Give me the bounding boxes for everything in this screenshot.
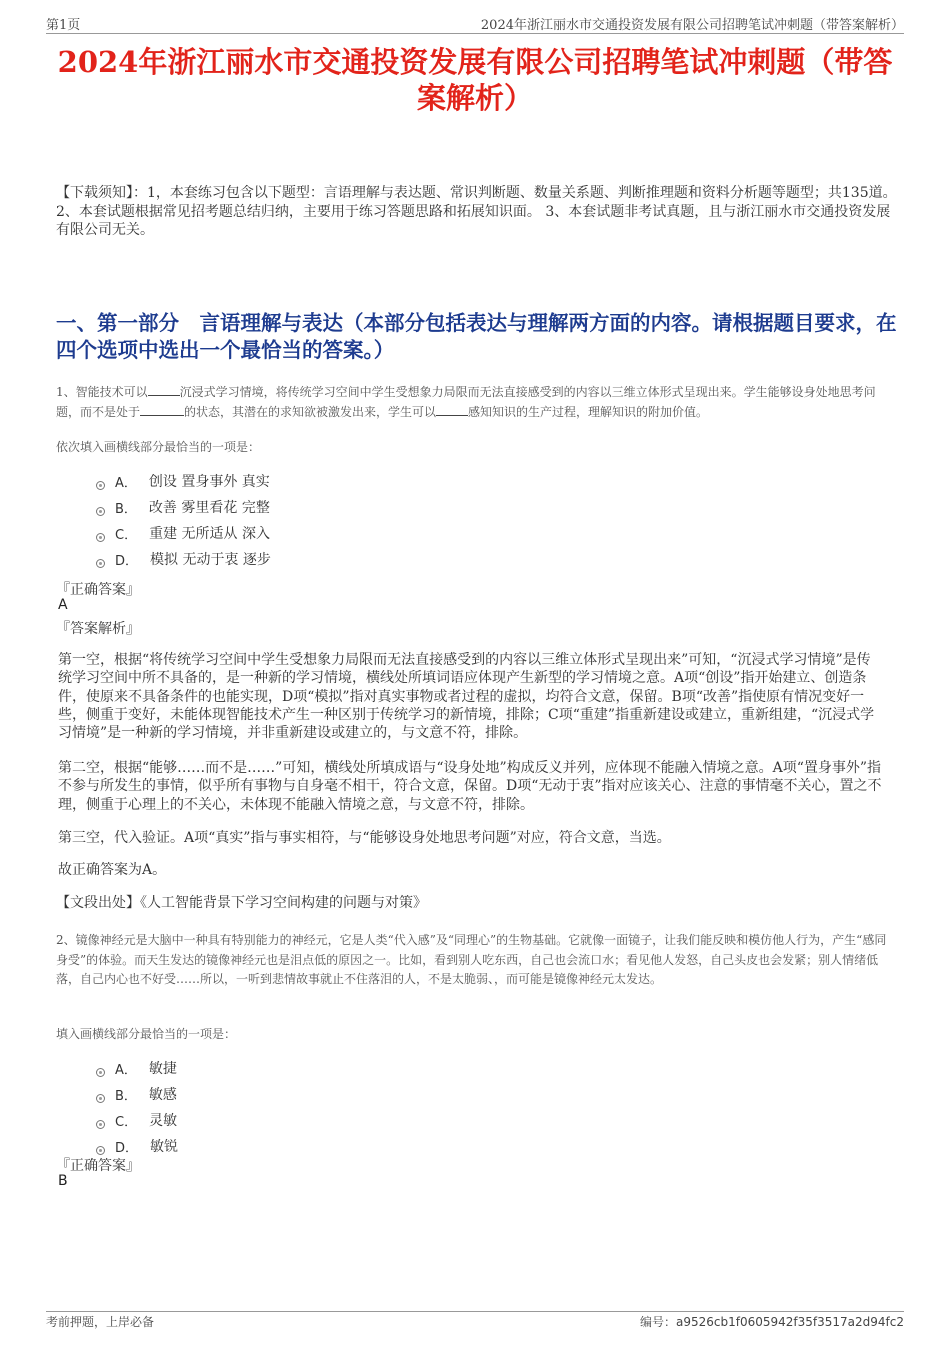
option-d[interactable]: D． 敏锐: [96, 1133, 178, 1159]
radio-icon[interactable]: [96, 507, 105, 516]
radio-icon[interactable]: [96, 1146, 105, 1155]
header-title: 2024年浙江丽水市交通投资发展有限公司招聘笔试冲刺题（带答案解析）: [480, 18, 904, 33]
analysis-paragraph: 第三空，代入验证。A项“真实”指与事实相符，与“能够设身处地思考问题”对应，符合文意，当选。: [58, 830, 671, 846]
question-2-text: 2、镜像神经元是大脑中一种具有特别能力的神经元，它是人类“代入感”及“同理心”的生物基础。它就像一面镜子，让我们能反映和模仿他人行为，产生“感同身受”的体验。而天生发达的镜像神经元也是泪点低的原因之一。比如，看到别人吃东西，自己也会流口水；看见他人发怒，自己头皮也会发紧；别人情绪低落，自己内心也不好受……所以，一听到悲情故事就止不住落泪的人，不是太脆弱、，而可能是镜像神经元太发达。: [56, 933, 887, 986]
footer-slogan: 考前押题，上岸必备: [46, 1315, 155, 1329]
source-citation: 【文段出处】《人工智能背景下学习空间构建的问题与对策》: [56, 895, 427, 911]
correct-answer-label: 『正确答案』: [56, 582, 140, 598]
analysis-label: 『答案解析』: [56, 621, 140, 637]
radio-icon[interactable]: [96, 1120, 105, 1129]
question-1-instruction: 依次填入画横线部分最恰当的一项是：: [56, 440, 261, 454]
radio-icon[interactable]: [96, 1094, 105, 1103]
analysis-paragraph: 第二空，根据“能够……而不是……”可知，横线处所填成语与“设身处地”构成反义并列，应体现不能融入情境之意。A项“置身事外”指不参与所发生的事情，似乎所有事物与自身毫不相干，符合文意，保留。D项“无动于衷”指对应该关心、注意的事情毫不关心，置之不理，侧重于心理上的不关心，未体现不能融入情境之意，与文意不符，排除。: [58, 760, 882, 813]
question-1-text: 1、智能技术可以 沉浸式学习情境，将传统学习空间中学生受想象力局限而无法直接感受到的内容以三维立体形式呈现出来。学生能够设身处地思考问题，而不是处于 的状态，其潜在的求知欲被激发出来，学生可以 感知知识的生产过程，理解知识的附加价值。: [56, 385, 876, 419]
radio-icon[interactable]: [96, 1068, 105, 1077]
section-title: 一、第一部分 言语理解与表达（本部分包括表达与理解两方面的内容。请根据题目要求，在四个选项中选出一个最恰当的答案。）: [56, 311, 897, 362]
blank-2: [140, 404, 184, 416]
option-b[interactable]: B． 改善 雾里看花 完整: [96, 494, 271, 520]
header-divider: [46, 33, 904, 34]
question-2-instruction: 填入画横线部分最恰当的一项是：: [56, 1027, 237, 1041]
footer-divider: [46, 1311, 904, 1312]
document-title: 2024年浙江丽水市交通投资发展有限公司招聘笔试冲刺题（带答案解析）: [57, 45, 893, 115]
analysis-conclusion: 故正确答案为A。: [58, 862, 167, 878]
option-a[interactable]: A． 敏捷: [96, 1055, 178, 1081]
option-c[interactable]: C． 灵敏: [96, 1107, 178, 1133]
analysis-paragraph: 第一空，根据“将传统学习空间中学生受想象力局限而无法直接感受到的内容以三维立体形式呈现出来”可知，“沉浸式学习情境”是传统学习空间中所不具备的，是一种新的学习情境，横线处所填词语应体现产生新型的学习情境之意。A项“创设”指开始建立、创造条件，使原来不具备条件的也能实现，D项“模拟”指对真实事物或者过程的虚拟，均符合文意，保留。B项“改善”指使原有情况变好一些，侧重于变好，未能体现智能技术产生一种区别于传统学习的新情境，排除；C项“重建”指重新建设或建立，重新组建，“沉浸式学习情境”是一种新的学习情境，并非重新建设或建立的，与文意不符，排除。: [58, 652, 875, 742]
question-2-options: [96, 1055, 178, 1159]
question-1-options: [96, 468, 271, 572]
document-code: 编号：a9526cb1f0605942f35f3517a2d94fc2: [639, 1315, 904, 1329]
radio-icon[interactable]: [96, 533, 105, 542]
blank-3: [436, 404, 468, 416]
option-b[interactable]: B． 敏感: [96, 1081, 178, 1107]
page-number: 第1页: [46, 18, 81, 33]
page-header: [46, 14, 904, 34]
radio-icon[interactable]: [96, 481, 105, 490]
radio-icon[interactable]: [96, 559, 105, 568]
option-c[interactable]: C． 重建 无所适从 深入: [96, 520, 271, 546]
blank-1: [148, 384, 180, 396]
correct-answer-label: 『正确答案』: [56, 1158, 140, 1174]
option-a[interactable]: A． 创设 置身事外 真实: [96, 468, 271, 494]
option-d[interactable]: D． 模拟 无动于衷 逐步: [96, 546, 271, 572]
download-notice: 【下载须知】：1，本套练习包含以下题型：言语理解与表达题、常识判断题、数量关系题、判断推理题和资料分析题等题型；共135道。 2、本套试题根据常见招考题总结归纳，主要用于练习答题思路和拓展知识面。 3、本套试题非考试真题，且与浙江丽水市交通投资发展有限公司无关。: [56, 185, 897, 238]
correct-answer-value: B: [58, 1173, 68, 1189]
correct-answer-value: A: [58, 597, 68, 613]
page-footer: [46, 1313, 904, 1331]
